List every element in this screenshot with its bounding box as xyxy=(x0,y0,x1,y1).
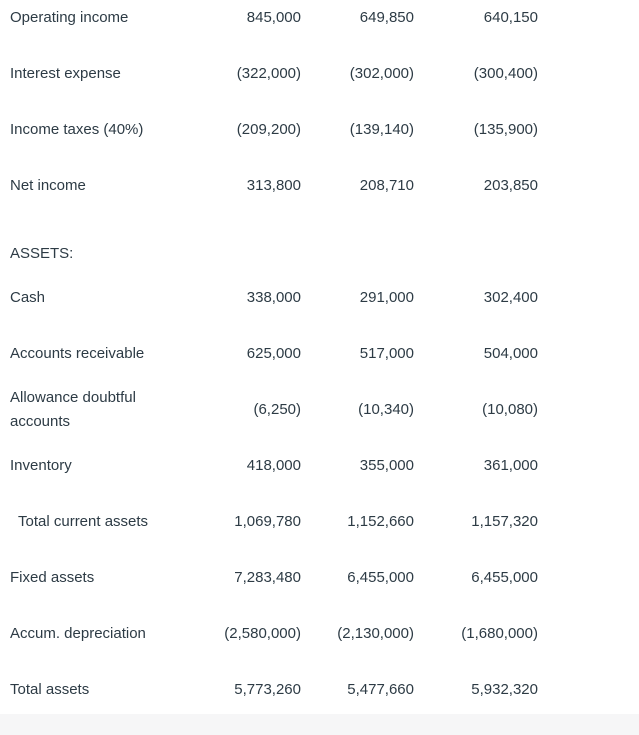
cell-value: (10,340) xyxy=(358,401,414,418)
cell-value: (1,680,000) xyxy=(461,625,538,642)
row-label: Fixed assets xyxy=(10,569,95,586)
row-label: Interest expense xyxy=(10,65,121,82)
cell-value: 361,000 xyxy=(483,457,538,474)
row-label: Income taxes (40%) xyxy=(10,121,144,138)
row-label: Inventory xyxy=(10,457,72,474)
cell-value: (2,580,000) xyxy=(224,625,301,642)
cell-value: (2,130,000) xyxy=(337,625,414,642)
cell-value: 1,157,320 xyxy=(471,513,538,530)
cell-value: 313,800 xyxy=(246,177,301,194)
cell-value: 208,710 xyxy=(359,177,414,194)
cell-value: 625,000 xyxy=(246,345,301,362)
row-label-line2: accounts xyxy=(10,413,71,430)
cell-value: 338,000 xyxy=(246,289,301,306)
row-label: Operating income xyxy=(10,9,129,26)
row-label: Total current assets xyxy=(18,513,149,530)
cell-value: (135,900) xyxy=(473,121,538,138)
row-label-line1: Allowance doubtful xyxy=(10,389,136,406)
row-label: Net income xyxy=(10,177,86,194)
cell-value: 6,455,000 xyxy=(347,569,414,586)
cell-value: 302,400 xyxy=(483,289,538,306)
cell-value: (10,080) xyxy=(482,401,538,418)
cell-value: 517,000 xyxy=(359,345,414,362)
cell-value: (6,250) xyxy=(253,401,301,418)
cell-value: 1,069,780 xyxy=(234,513,301,530)
cell-value: 355,000 xyxy=(359,457,414,474)
cell-value: 5,773,260 xyxy=(234,681,301,698)
cell-value: 7,283,480 xyxy=(234,569,301,586)
cell-value: 504,000 xyxy=(483,345,538,362)
cell-value: 203,850 xyxy=(483,177,538,194)
cell-value: 649,850 xyxy=(359,9,414,26)
cell-value: (302,000) xyxy=(349,65,414,82)
cell-value: (139,140) xyxy=(349,121,414,138)
cell-value: 845,000 xyxy=(246,9,301,26)
cell-value: (300,400) xyxy=(473,65,538,82)
row-label: Total assets xyxy=(10,681,90,698)
cell-value: 5,932,320 xyxy=(471,681,538,698)
row-label: Accum. depreciation xyxy=(10,625,146,642)
cell-value: (209,200) xyxy=(236,121,301,138)
cell-value: 291,000 xyxy=(359,289,414,306)
cell-value: 6,455,000 xyxy=(471,569,538,586)
section-heading: ASSETS: xyxy=(10,245,74,262)
cell-value: (322,000) xyxy=(236,65,301,82)
cell-value: 418,000 xyxy=(246,457,301,474)
row-label: Accounts receivable xyxy=(10,345,145,362)
cell-value: 1,152,660 xyxy=(347,513,414,530)
row-label: Cash xyxy=(10,289,46,306)
cell-value: 5,477,660 xyxy=(347,681,414,698)
cell-value: 640,150 xyxy=(483,9,538,26)
